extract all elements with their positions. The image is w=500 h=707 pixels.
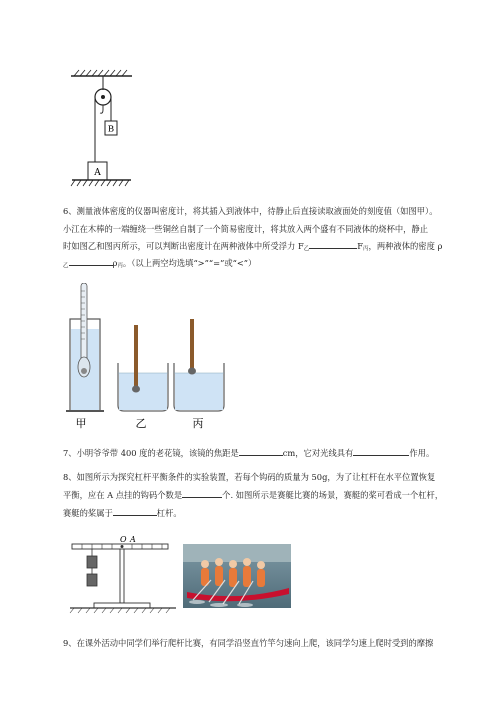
q6-text-2: 小江在木棒的一端缠绕一些铜丝自制了一个简易密度计，将其放入两个盛有不同液体的烧杯中，静止 xyxy=(63,224,429,234)
subscript-bing-2: 丙 xyxy=(117,263,123,269)
q7-line xyxy=(63,443,434,463)
label-jia: 甲 xyxy=(75,417,87,430)
label-a: A xyxy=(130,535,136,544)
label-bing: 丙 xyxy=(192,417,204,430)
answer-blank-buoyancy[interactable] xyxy=(309,238,357,249)
q8-text-3a: 赛艇的桨属于 xyxy=(63,508,113,518)
subscript-bing: 丙 xyxy=(363,246,369,252)
answer-blank-lever-type[interactable] xyxy=(113,505,157,516)
q8-line-1 xyxy=(63,467,435,487)
q6-text-1: 6、测量液体密度的仪器叫密度计，将其插入到液体中，待静止后直接读取液面处的刻度值（如图甲）。 xyxy=(63,206,438,216)
answer-blank-density[interactable] xyxy=(69,255,113,266)
q6-text-4a: ρ xyxy=(112,258,118,268)
q8-text-2b: 个. 如图所示是赛艇比赛的场景，赛艇的桨可看成一个杠杆， xyxy=(222,490,444,500)
answer-blank-focal-length[interactable] xyxy=(239,445,283,456)
block-a-label: A xyxy=(94,168,101,178)
q8-line-2 xyxy=(63,485,443,505)
answer-blank-light-effect[interactable] xyxy=(353,445,409,456)
label-yi: 乙 xyxy=(135,417,147,430)
pulley-figure xyxy=(68,68,148,190)
q6-text-4b: 。（以上两空均选填“>”“=”或“<”） xyxy=(122,258,257,268)
subscript-yi: 乙 xyxy=(303,246,310,252)
subscript-yi-2: 乙 xyxy=(63,263,69,269)
q6-line-4 xyxy=(63,253,256,276)
lever-figure xyxy=(68,534,182,614)
q8-text-2a: 平衡，应在 A 点挂的钩码个数是 xyxy=(63,490,183,500)
q6-line-1 xyxy=(63,201,438,221)
answer-blank-hook-count[interactable] xyxy=(182,487,222,498)
q6-text-3b: F xyxy=(357,241,363,251)
q7-text-c: 作用。 xyxy=(409,448,435,458)
q8-line-3 xyxy=(63,503,182,523)
q8-text-3b: 杠杆。 xyxy=(156,508,182,518)
q9-line-1 xyxy=(63,633,433,653)
q7-text-a: 7、小明爷爷带 400 度的老花镜，该镜的焦距是 xyxy=(63,448,239,458)
q8-text-1: 8、如图所示为探究杠杆平衡条件的实验装置，若每个钩码的质量为 50g，为了让杠杆在水平位置恢复 xyxy=(63,472,436,482)
q6-text-3a: 时如图乙和图丙所示，可以判断出密度计在两种液体中所受浮力 F xyxy=(63,241,304,251)
rowing-photo xyxy=(183,544,291,608)
block-b-label: B xyxy=(107,124,115,135)
q9-text-1: 9、在课外活动中同学们举行爬杆比赛，有同学沿竖直竹竿匀速向上爬，该同学匀速上爬时受到的摩擦 xyxy=(63,638,434,648)
density-meter-figure xyxy=(62,283,232,431)
label-o: O xyxy=(120,535,127,544)
q6-text-3c: ，两种液体的密度 ρ xyxy=(368,241,443,251)
q7-text-b: cm，它对光线具有 xyxy=(282,448,354,458)
